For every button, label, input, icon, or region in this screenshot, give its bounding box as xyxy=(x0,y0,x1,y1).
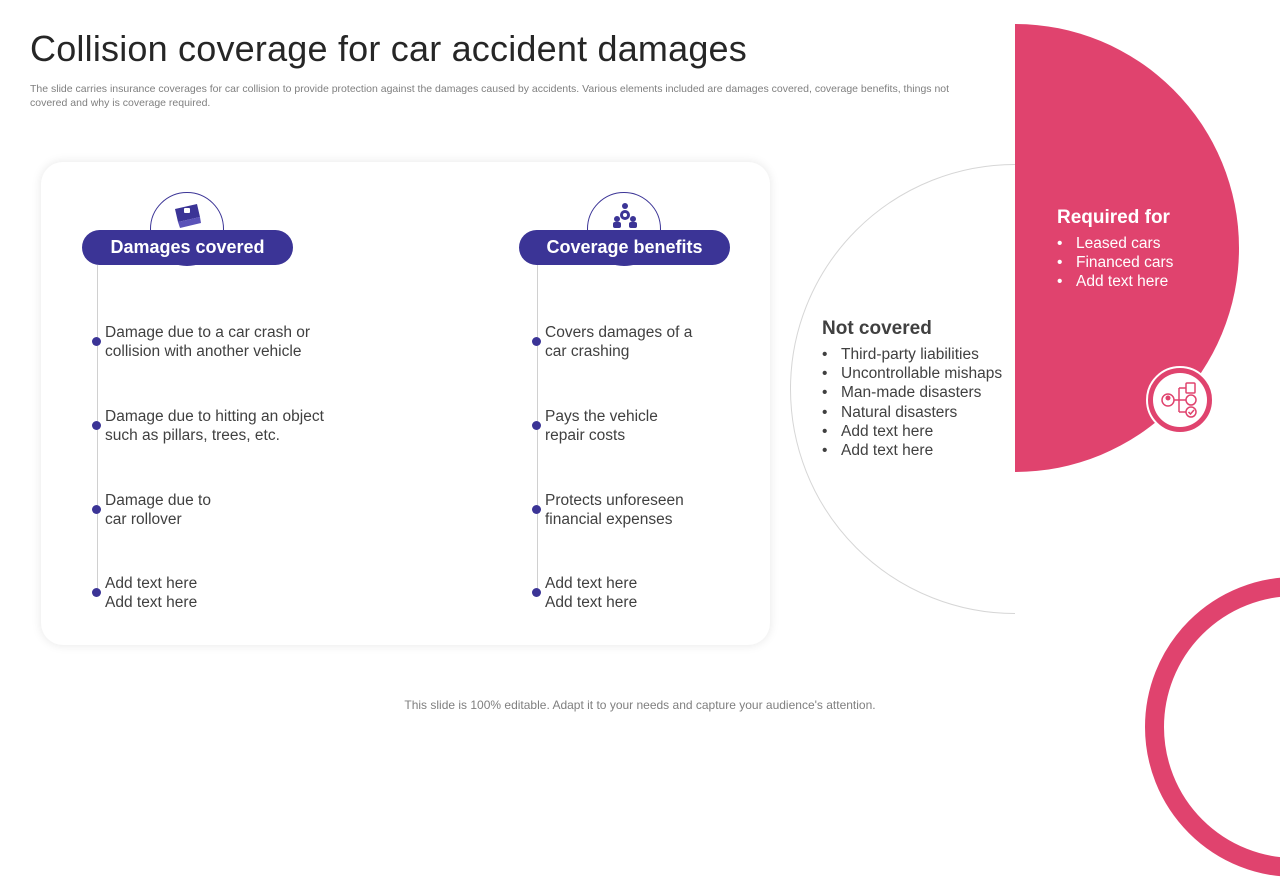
list-item: • Third-party liabilities xyxy=(822,345,1002,364)
list-item: Protects unforeseen financial expenses xyxy=(545,492,684,528)
damages-covered-heading: Damages covered xyxy=(82,230,293,265)
timeline-dot xyxy=(92,588,101,597)
list-item: Add text here Add text here xyxy=(545,575,638,611)
list-item: • Add text here xyxy=(1057,272,1173,291)
list-item: Damage due to car rollover xyxy=(105,492,211,528)
timeline-dot xyxy=(532,588,541,597)
list-item: Add text here Add text here xyxy=(105,575,198,611)
coverage-card xyxy=(41,162,770,645)
timeline-dot xyxy=(532,505,541,514)
damages-timeline xyxy=(97,265,98,595)
list-item: • Leased cars xyxy=(1057,234,1173,253)
timeline-dot xyxy=(92,505,101,514)
timeline-dot xyxy=(92,421,101,430)
timeline-dot xyxy=(532,337,541,346)
coverage-benefits-heading: Coverage benefits xyxy=(519,230,730,265)
list-item: • Man-made disasters xyxy=(822,383,1002,402)
page-subtitle: The slide carries insurance coverages for car collision to provide protection against the damages caused by accidents. Various elements included are damages covered, coverage benefits, things not covered and why is coverage required. xyxy=(30,83,950,109)
required-for-list xyxy=(1057,234,1173,292)
workflow-icon xyxy=(1146,366,1214,434)
required-for-heading: Required for xyxy=(1057,207,1170,228)
list-item: • Add text here xyxy=(822,422,1002,441)
list-item: • Add text here xyxy=(822,441,1002,460)
list-item: Damage due to hitting an object such as pillars, trees, etc. xyxy=(105,408,324,444)
footer-note: This slide is 100% editable. Adapt it to your needs and capture your audience's attention. xyxy=(404,698,876,712)
not-covered-list xyxy=(822,345,1002,460)
timeline-dot xyxy=(92,337,101,346)
benefits-timeline xyxy=(537,265,538,595)
list-item: • Uncontrollable mishaps xyxy=(822,364,1002,383)
list-item: Damage due to a car crash or collision with another vehicle xyxy=(105,324,311,360)
not-covered-heading: Not covered xyxy=(822,318,932,339)
list-item: Covers damages of a car crashing xyxy=(545,324,693,360)
timeline-dot xyxy=(532,421,541,430)
list-item: • Financed cars xyxy=(1057,253,1173,272)
page-title: Collision coverage for car accident damages xyxy=(30,28,747,69)
list-item: Pays the vehicle repair costs xyxy=(545,408,658,444)
list-item: • Natural disasters xyxy=(822,403,1002,422)
